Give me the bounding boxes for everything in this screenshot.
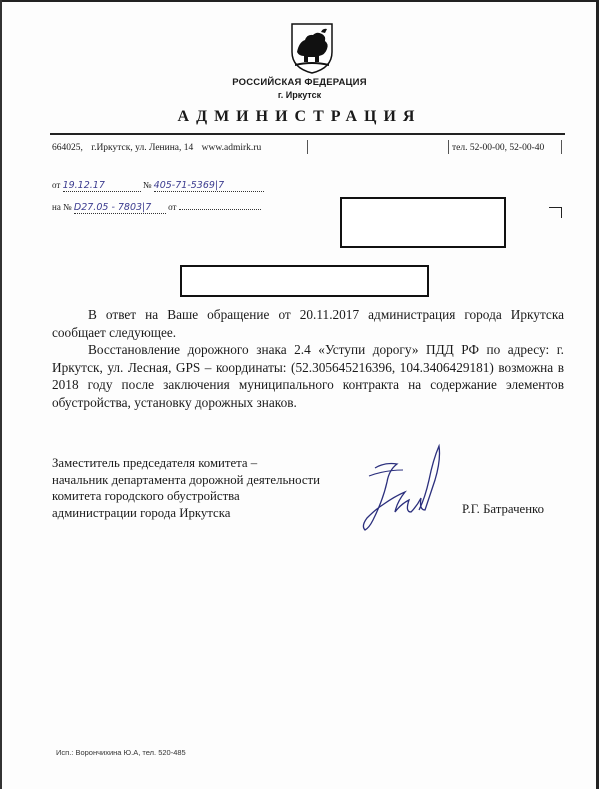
postcode: 664025, <box>52 143 83 153</box>
phones-divider-right <box>561 140 562 154</box>
signatory-line-4: администрации города Иркутска <box>52 505 231 520</box>
number-label: № <box>142 180 152 190</box>
incoming-number: D27.05 - 7803|7 <box>73 202 152 213</box>
letter-body <box>52 306 564 411</box>
signatory-title <box>52 455 320 521</box>
signatory-line-2: начальник департамента дорожной деятельности <box>52 472 320 487</box>
redacted-recipient-box <box>340 197 506 248</box>
executor-note: Исп.: Ворончихина Ю.А, тел. 520-485 <box>56 748 186 757</box>
header-rule <box>50 133 565 135</box>
incoming-from-label: от <box>168 202 177 212</box>
signatory-line-3: комитета городского обустройства <box>52 489 240 504</box>
handwritten-signature <box>345 440 450 540</box>
body-paragraph-1: В ответ на Ваше обращение от 20.11.2017 администрация города Иркутска сообщает следующее. <box>52 307 564 340</box>
outgoing-reference <box>52 180 264 192</box>
outgoing-date: 19.12.17 <box>62 180 105 191</box>
scan-edge-top <box>0 0 599 2</box>
contact-line <box>52 143 267 153</box>
incoming-reference <box>52 202 261 214</box>
address: г.Иркутск, ул. Ленина, 14 <box>91 143 194 153</box>
phones-divider-left <box>448 140 449 154</box>
address-corner-mark <box>549 207 562 218</box>
signatory-name: Р.Г. Батраченко <box>462 502 545 516</box>
contact-divider <box>307 140 308 154</box>
body-paragraph-2: Восстановление дорожного знака 2.4 «Уступи дорогу» ПДД РФ по адресу: г. Иркутск, ул. Лесная, GPS – координаты: (52.305645216396, 104.3406429181) возможна в 2018 году после заключения муниципального контракта на содержание элементов обустройства, установку дорожных знаков. <box>52 342 564 410</box>
phones: тел. 52-00-00, 52-00-40 <box>452 143 545 153</box>
document-title: АДМИНИСТРАЦИЯ <box>177 108 422 125</box>
country-name: РОССИЙСКАЯ ФЕДЕРАЦИЯ <box>232 77 367 88</box>
signatory-line-1: Заместитель председателя комитета – <box>52 456 258 470</box>
outgoing-number: 405-71-5369|7 <box>153 180 225 191</box>
irkutsk-coat-of-arms-icon <box>289 22 335 74</box>
incoming-label: на № <box>52 202 72 212</box>
website: www.admirk.ru <box>201 143 262 153</box>
date-label: от <box>52 180 61 190</box>
city-name: г. Иркутск <box>277 90 322 100</box>
redacted-salutation-box <box>180 265 429 297</box>
